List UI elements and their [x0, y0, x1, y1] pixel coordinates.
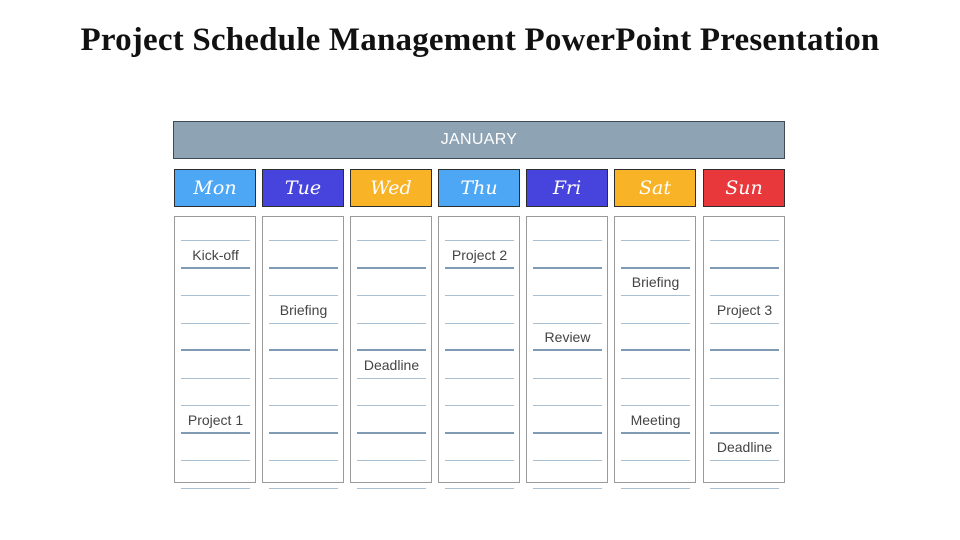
empty-slot: [710, 379, 779, 406]
calendar-event: Deadline: [357, 352, 426, 379]
empty-slot: [269, 214, 338, 241]
empty-slot: [533, 434, 602, 461]
day-header-fri: Fri: [526, 169, 608, 207]
empty-slot: [181, 269, 250, 296]
calendar-event: Review: [533, 324, 602, 351]
empty-slot: [181, 434, 250, 461]
empty-slot: [621, 434, 690, 461]
empty-slot: [357, 407, 426, 434]
empty-slot: [357, 324, 426, 351]
page-title: Project Schedule Management PowerPoint Presentation: [80, 22, 880, 58]
empty-slot: [181, 324, 250, 351]
empty-slot: [269, 407, 338, 434]
empty-slot: [533, 352, 602, 379]
day-column-sat: [614, 216, 696, 483]
empty-slot: [269, 352, 338, 379]
empty-slot: [357, 434, 426, 461]
empty-slot: [533, 214, 602, 241]
empty-slot: [445, 214, 514, 241]
empty-slot: [445, 434, 514, 461]
empty-slot: [710, 352, 779, 379]
calendar-event: Briefing: [269, 297, 338, 324]
empty-slot: [357, 297, 426, 324]
day-header-tue: Tue: [262, 169, 344, 207]
empty-slot: [181, 214, 250, 241]
day-column-tue: [262, 216, 344, 483]
empty-slot: [181, 352, 250, 379]
empty-slot: [445, 462, 514, 489]
empty-slot: [357, 242, 426, 269]
empty-slot: [445, 352, 514, 379]
empty-slot: [533, 242, 602, 269]
empty-slot: [710, 324, 779, 351]
empty-slot: [445, 297, 514, 324]
empty-slot: [445, 379, 514, 406]
empty-slot: [621, 352, 690, 379]
empty-slot: [181, 379, 250, 406]
month-header: JANUARY: [173, 121, 785, 159]
empty-slot: [533, 407, 602, 434]
empty-slot: [269, 379, 338, 406]
empty-slot: [269, 242, 338, 269]
calendar-event: Project 2: [445, 242, 514, 269]
calendar-event: Project 3: [710, 297, 779, 324]
empty-slot: [269, 324, 338, 351]
empty-slot: [621, 324, 690, 351]
calendar-event: Project 1: [181, 407, 250, 434]
empty-slot: [621, 214, 690, 241]
empty-slot: [269, 434, 338, 461]
empty-slot: [710, 462, 779, 489]
calendar-event: Meeting: [621, 407, 690, 434]
empty-slot: [710, 269, 779, 296]
empty-slot: [710, 214, 779, 241]
day-header-sat: Sat: [614, 169, 696, 207]
day-header-wed: Wed: [350, 169, 432, 207]
empty-slot: [357, 379, 426, 406]
day-column-thu: [438, 216, 520, 483]
empty-slot: [621, 297, 690, 324]
empty-slot: [357, 269, 426, 296]
day-header-mon: Mon: [174, 169, 256, 207]
day-header-sun: Sun: [703, 169, 785, 207]
empty-slot: [181, 462, 250, 489]
day-column-mon: [174, 216, 256, 483]
day-column-fri: [526, 216, 608, 483]
empty-slot: [269, 269, 338, 296]
day-column-wed: [350, 216, 432, 483]
calendar-event: Deadline: [710, 434, 779, 461]
empty-slot: [445, 407, 514, 434]
empty-slot: [621, 462, 690, 489]
empty-slot: [533, 269, 602, 296]
empty-slot: [181, 297, 250, 324]
empty-slot: [357, 462, 426, 489]
empty-slot: [533, 297, 602, 324]
empty-slot: [533, 462, 602, 489]
day-header-thu: Thu: [438, 169, 520, 207]
empty-slot: [357, 214, 426, 241]
calendar-event: Briefing: [621, 269, 690, 296]
empty-slot: [621, 242, 690, 269]
empty-slot: [710, 242, 779, 269]
empty-slot: [445, 269, 514, 296]
empty-slot: [621, 379, 690, 406]
day-column-sun: [703, 216, 785, 483]
empty-slot: [269, 462, 338, 489]
empty-slot: [445, 324, 514, 351]
empty-slot: [710, 407, 779, 434]
empty-slot: [533, 379, 602, 406]
calendar-event: Kick-off: [181, 242, 250, 269]
